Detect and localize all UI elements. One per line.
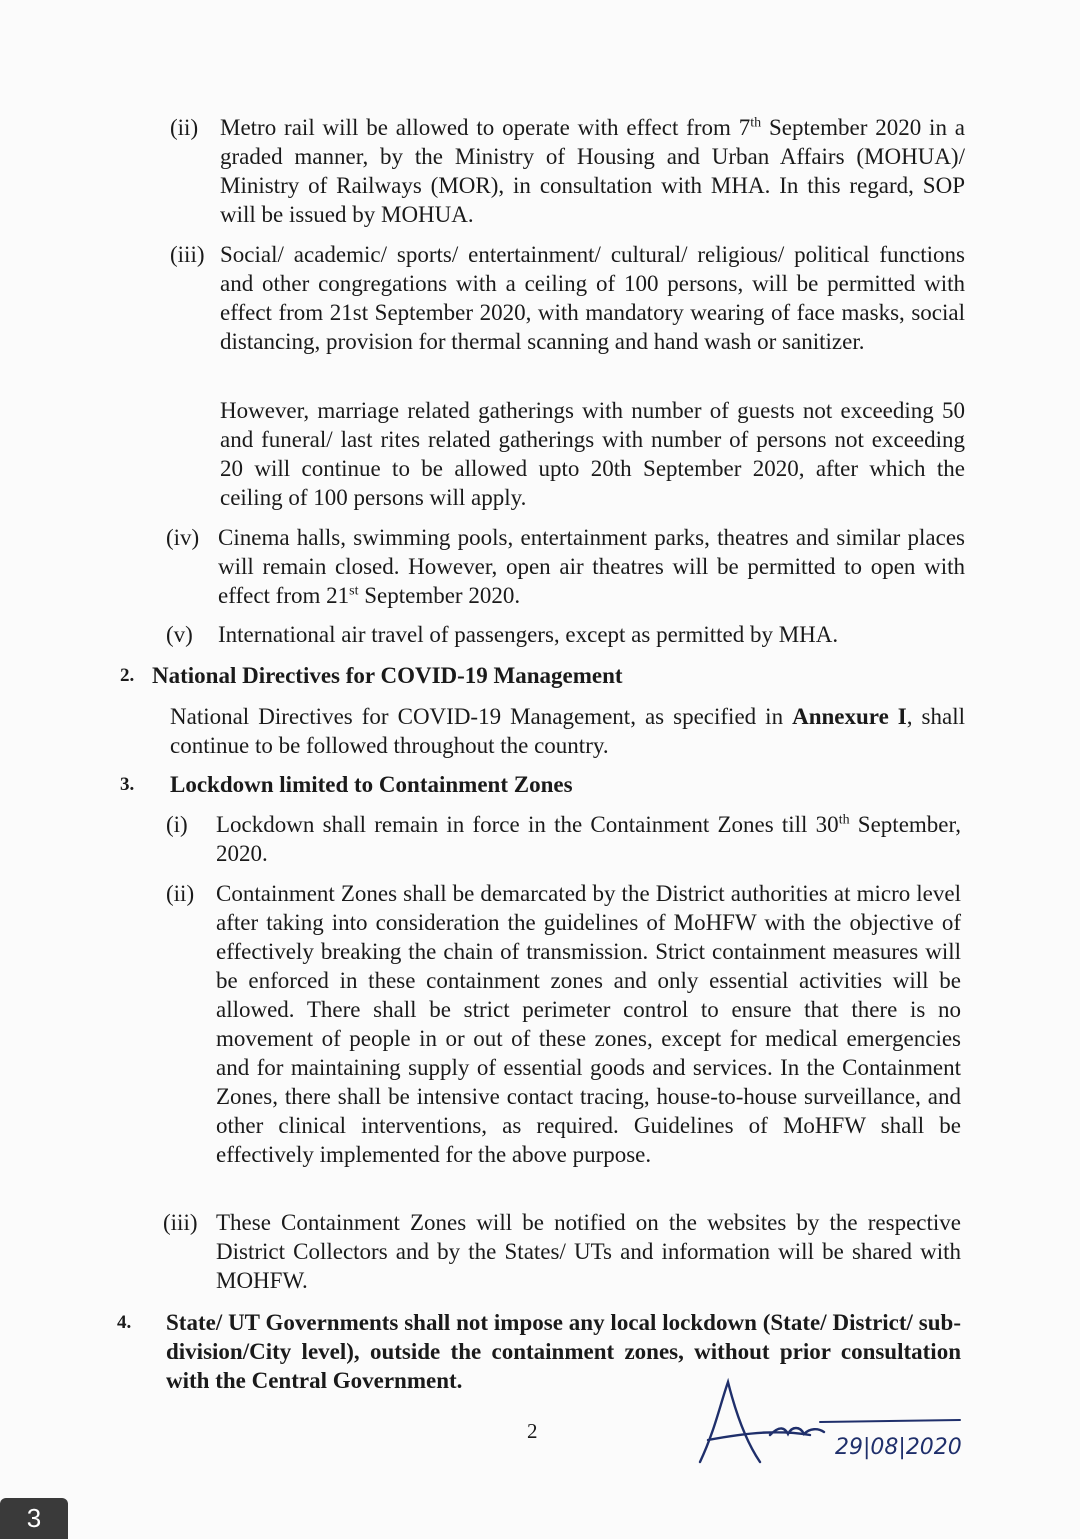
- section-title: National Directives for COVID-19 Management: [152, 663, 623, 688]
- page-number: 2: [527, 1419, 538, 1443]
- section-3-heading: [120, 770, 573, 799]
- clause-number: (ii): [166, 881, 195, 906]
- clause-number: (v): [166, 622, 193, 647]
- clause-text: Social/ academic/ sports/ entertainment/ cultural/ religious/ political functions and other congregations with a ceiling of 100 persons, will be permitted with effect from 21st September 2020, with mandatory wearing of face masks, social distancing, provision for thermal scanning and hand wash or sanitizer.: [220, 242, 965, 354]
- clause-number: (iii): [170, 242, 205, 267]
- signature: [690, 1370, 1010, 1480]
- section-number: 2.: [120, 665, 135, 686]
- clause-iii-marriage-note: However, marriage related gatherings with number of guests not exceeding 50 and funeral/ last rites related gatherings with number of persons not exceeding 20 will continue to be allowed upto 20th September 2020, after which the ceiling of 100 persons will apply.: [220, 398, 965, 510]
- clause-iii-congregations: [170, 240, 965, 356]
- section-2-heading: [120, 661, 623, 690]
- section-3-clause-iii: [163, 1208, 961, 1295]
- clause-text: Containment Zones shall be demarcated by the District authorities at micro level after taking into consideration the guidelines of MoHFW with the objective of effectively breaking the chain of transmission. Strict containment measures will be enforced in these containment zones and only essential activities will be allowed. There shall be strict perimeter control to ensure that there is no movement of people in or out of these zones, except for medical emergencies and for maintaining supply of essential goods and services. In the Containment Zones, there shall be intensive contact tracing, house-to-house surveillance, and other clinical interventions, as required. Guidelines of MoHFW shall be effectively implemented for the above purpose.: [216, 881, 961, 1167]
- clause-text: These Containment Zones will be notified on the websites by the respective District Collectors and by the States/ UTs and information will be shared with MOHFW.: [216, 1210, 961, 1293]
- section-number: 4.: [117, 1312, 132, 1333]
- section-number: 3.: [120, 774, 135, 795]
- clause-text: Cinema halls, swimming pools, entertainment parks, theatres and similar places will remain closed. However, open air theatres will be permitted to open with effect from 21st September 2020.: [218, 525, 965, 608]
- section-title: Lockdown limited to Containment Zones: [170, 772, 573, 797]
- clause-ii-metro: [170, 113, 965, 229]
- clause-number: (ii): [170, 115, 199, 140]
- section-2-body: National Directives for COVID-19 Management, as specified in Annexure I, shall continue to be followed throughout the country.: [170, 704, 965, 758]
- clause-number: (i): [166, 812, 188, 837]
- signature-date: 29|08|2020: [835, 1435, 962, 1460]
- clause-iv-cinema: [166, 523, 965, 610]
- clause-text: Metro rail will be allowed to operate with effect from 7th September 2020 in a graded manner, by the Ministry of Housing and Urban Affairs (MOHUA)/ Ministry of Railways (MOR), in consultation with MHA. In this regard, SOP will be issued by MOHUA.: [220, 115, 965, 227]
- section-text: State/ UT Governments shall not impose any local lockdown (State/ District/ sub-division/City level), outside the containment zones, without prior consultation with the Central Government.: [166, 1310, 961, 1393]
- clause-text: International air travel of passengers, except as permitted by MHA.: [218, 622, 839, 647]
- clause-v-air-travel: [166, 620, 965, 649]
- section-3-clause-i: [166, 810, 961, 868]
- page-indicator-badge[interactable]: 3: [0, 1498, 68, 1539]
- section-3-clause-ii: [166, 879, 961, 1169]
- clause-number: (iv): [166, 525, 200, 550]
- clause-number: (iii): [163, 1210, 198, 1235]
- clause-text: Lockdown shall remain in force in the Containment Zones till 30th September, 2020.: [216, 812, 961, 866]
